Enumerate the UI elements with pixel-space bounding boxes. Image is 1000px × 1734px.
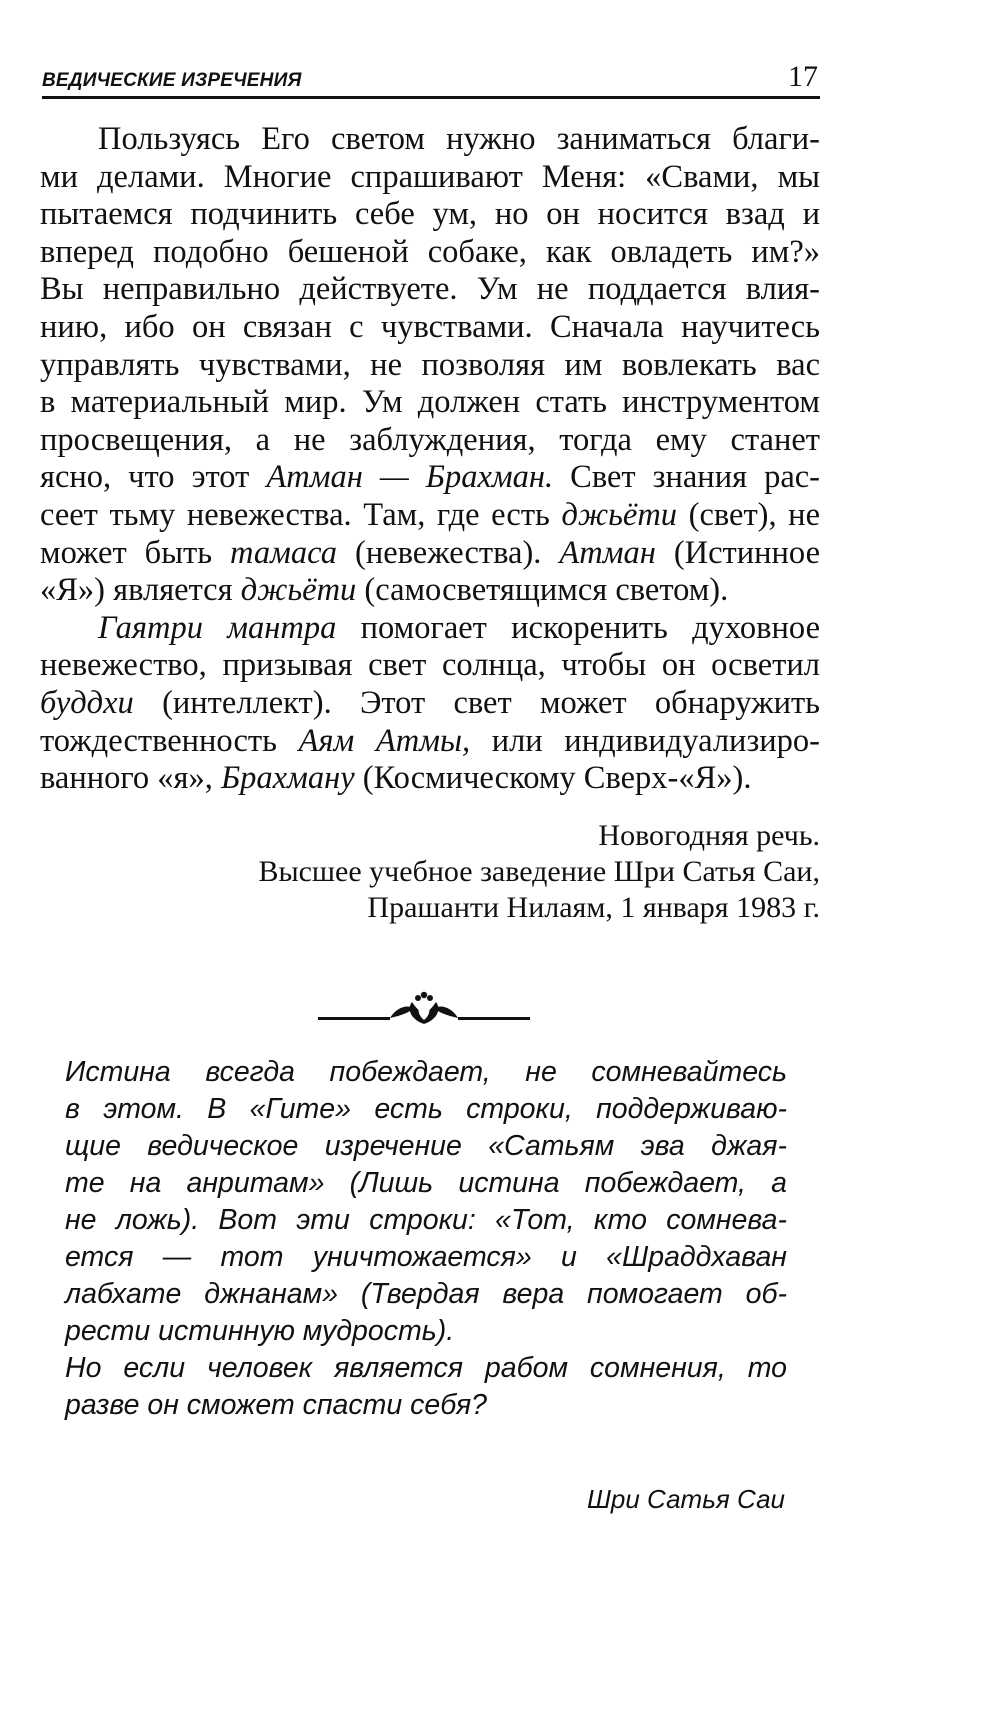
italic-term: буддхи <box>40 684 134 721</box>
paragraph-1-line: нию, ибо он связан с чувствами. Сначала научитесь <box>40 308 820 345</box>
paragraph-2-line <box>40 760 820 798</box>
quote-line: не ложь). Вот эти строки: «Тот, кто сомнева- <box>65 1204 787 1236</box>
lotus-ornament-divider <box>318 990 530 1026</box>
paragraph-1-line: ми делами. Многие спрашивают Меня: «Свами, мы <box>40 158 820 195</box>
italic-term: джьёти <box>240 572 357 609</box>
text-run: (интеллект). Этот свет может обнаружить <box>133 684 820 721</box>
quote-line: Но если человек является рабом сомнения, то <box>65 1352 787 1384</box>
quote-line: рести истинную мудрость). <box>65 1315 455 1347</box>
paragraph-2-line <box>40 610 820 648</box>
quote-line: ется — тот уничтожается» и «Шраддхаван <box>65 1241 787 1273</box>
source-line: Прашанти Нилаям, 1 января 1983 г. <box>367 891 820 924</box>
text-run: ванного «я», <box>40 760 221 797</box>
source-line: Высшее учебное заведение Шри Сатья Саи, <box>258 855 820 888</box>
text-run: (Космическому Сверх-«Я»). <box>354 760 752 797</box>
paragraph-2-line <box>40 723 820 761</box>
text-run: помогает искоренить духовное <box>336 609 820 646</box>
quote-line: Истина всегда побеждает, не сомневайтесь <box>65 1056 787 1088</box>
italic-term: джьёти <box>561 496 678 533</box>
paragraph-2-line: невежество, призывая свет солнца, чтобы он осветил <box>40 647 820 684</box>
paragraph-1-line <box>40 535 820 573</box>
text-run: (Истинное <box>655 534 820 571</box>
paragraph-1-line <box>40 572 820 610</box>
running-title: ВЕДИЧЕСКИЕ ИЗРЕЧЕНИЯ <box>42 70 302 91</box>
italic-term: Атман <box>559 534 656 571</box>
quote-block <box>65 1054 787 1424</box>
text-run: тождественность <box>40 722 299 759</box>
source-attribution <box>40 818 820 926</box>
paragraph-1-line: управлять чувствами, не позволяя им вовлекать вас <box>40 346 820 383</box>
paragraph-1-line <box>40 459 820 497</box>
text-run: «Я») является <box>40 572 241 609</box>
text-run: (невежества). <box>337 534 560 571</box>
quote-line: разве он сможет спасти себя? <box>65 1389 488 1421</box>
italic-term: тамаса <box>230 534 337 571</box>
quote-line: в этом. В «Гите» есть строки, поддерживаю- <box>65 1093 787 1125</box>
italic-term: Гаятри мантра <box>98 609 337 646</box>
paragraph-1-line: в материальный мир. Ум должен стать инструментом <box>40 384 820 421</box>
text-run: сеет тьму невежества. Там, где есть <box>40 496 562 533</box>
main-text <box>40 121 820 798</box>
text-run: может быть <box>40 534 231 571</box>
text-run: (самосветящимся светом). <box>356 572 729 609</box>
text-run: Свет знания рас- <box>553 459 821 496</box>
italic-term: Аям Атмы, <box>298 722 471 759</box>
paragraph-1-line <box>40 497 820 535</box>
text-run: ясно, что этот <box>40 459 267 496</box>
paragraph-1-line: вперед подобно бешеной собаке, как овладеть им?» <box>40 233 820 270</box>
quote-line: те на анритам» (Лишь истина побеждает, а <box>65 1167 787 1199</box>
quote-line: лабхате джнанам» (Твердая вера помогает об- <box>65 1278 787 1310</box>
paragraph-1-line: Вы неправильно действуете. Ум не поддается влия- <box>40 271 820 308</box>
quote-author: Шри Сатья Саи <box>586 1484 785 1514</box>
text-run: (свет), не <box>677 496 820 533</box>
italic-term: Брахману <box>220 760 355 797</box>
page-number: 17 <box>788 60 818 93</box>
page-header <box>42 62 820 99</box>
paragraph-1-line: просвещения, а не заблуждения, тогда ему станет <box>40 421 820 458</box>
paragraph-1-line: Пользуясь Его светом нужно заниматься благи- <box>98 121 820 157</box>
paragraph-2-line <box>40 685 820 723</box>
quote-line: щие ведическое изречение «Сатьям эва джая- <box>65 1130 787 1162</box>
text-run: или индивидуализиро- <box>470 722 820 759</box>
paragraph-1-line: пытаемся подчинить себе ум, но он носится взад и <box>40 196 820 233</box>
source-line: Новогодняя речь. <box>598 819 820 852</box>
italic-term: Атман — Брахман. <box>266 459 554 496</box>
